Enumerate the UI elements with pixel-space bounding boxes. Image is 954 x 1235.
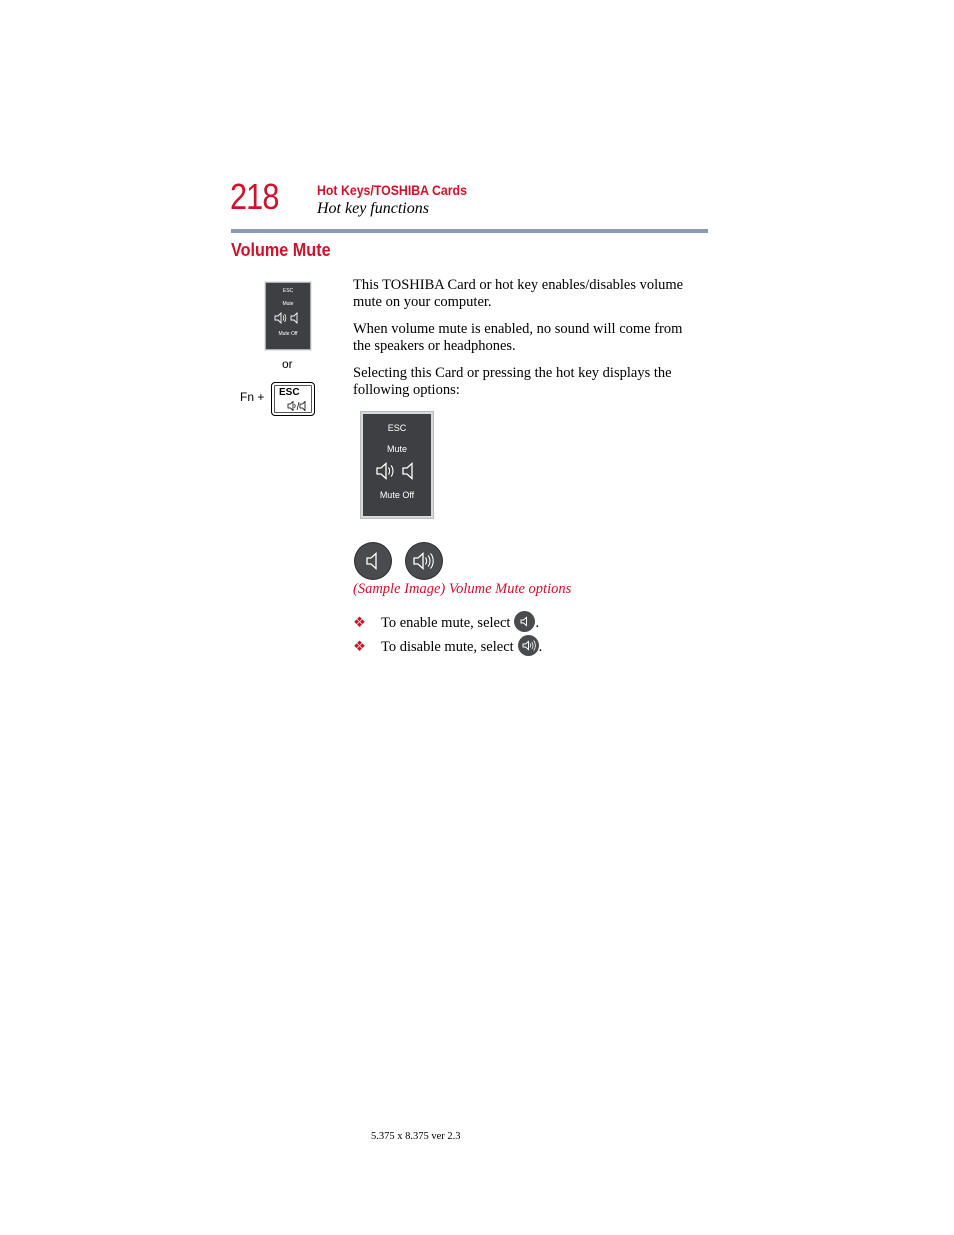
- speaker-pair-icon: [274, 312, 302, 324]
- paragraph-options: Selecting this Card or pressing the hot key displays the following options:: [353, 365, 672, 398]
- inline-mute-button: [514, 611, 535, 632]
- volume-mute-card-sample: [361, 412, 433, 518]
- speaker-mute-icon: [514, 611, 535, 632]
- or-label: or: [282, 357, 293, 371]
- chapter-title: Hot Keys/TOSHIBA Cards: [317, 182, 467, 198]
- volume-mute-card-thumbnail: [265, 282, 311, 350]
- paragraph-mute-effect: When volume mute is enabled, no sound will come from the speakers or headphones.: [353, 321, 683, 354]
- bullet-disable-mute: ❖ To disable mute, select .: [353, 637, 542, 658]
- section-subtitle: Hot key functions: [317, 200, 429, 217]
- bullet-text: To enable mute, select: [381, 614, 511, 631]
- bullet-enable-mute: ❖ To enable mute, select .: [353, 613, 539, 634]
- sample-card-esc-label: ESC: [387, 423, 407, 433]
- page-footer: 5.375 x 8.375 ver 2.3: [371, 1131, 461, 1142]
- bullet-mark: ❖: [353, 638, 366, 655]
- speaker-pair-icon: [375, 462, 419, 480]
- speaker-mute-toggle-icon: [287, 401, 307, 411]
- card-mute-label: Mute: [282, 301, 294, 307]
- fn-plus-label: Fn +: [240, 390, 265, 404]
- section-heading: Volume Mute: [231, 240, 331, 260]
- paragraph-intro: This TOSHIBA Card or hot key enables/disables volume mute on your computer.: [353, 277, 684, 310]
- page-number: 218: [230, 176, 279, 217]
- speaker-sound-icon: [518, 635, 539, 656]
- inline-unmute-button: [518, 635, 539, 656]
- mute-option-button[interactable]: [355, 543, 391, 579]
- card-esc-label: ESC: [282, 288, 294, 294]
- figure-caption: (Sample Image) Volume Mute options: [353, 581, 572, 597]
- unmute-option-button[interactable]: [406, 543, 442, 579]
- sample-card-mute-off-label: Mute Off: [379, 490, 415, 500]
- esc-key-label: ESC: [279, 387, 300, 398]
- bullet-mark: ❖: [353, 614, 366, 631]
- bullet-text: To disable mute, select: [381, 638, 514, 655]
- sample-card-mute-label: Mute: [386, 444, 407, 454]
- speaker-mute-icon: [355, 543, 391, 579]
- header-rule: [231, 229, 708, 233]
- speaker-sound-icon: [406, 543, 442, 579]
- esc-key: [271, 382, 315, 416]
- card-mute-off-label: Mute Off: [278, 331, 298, 337]
